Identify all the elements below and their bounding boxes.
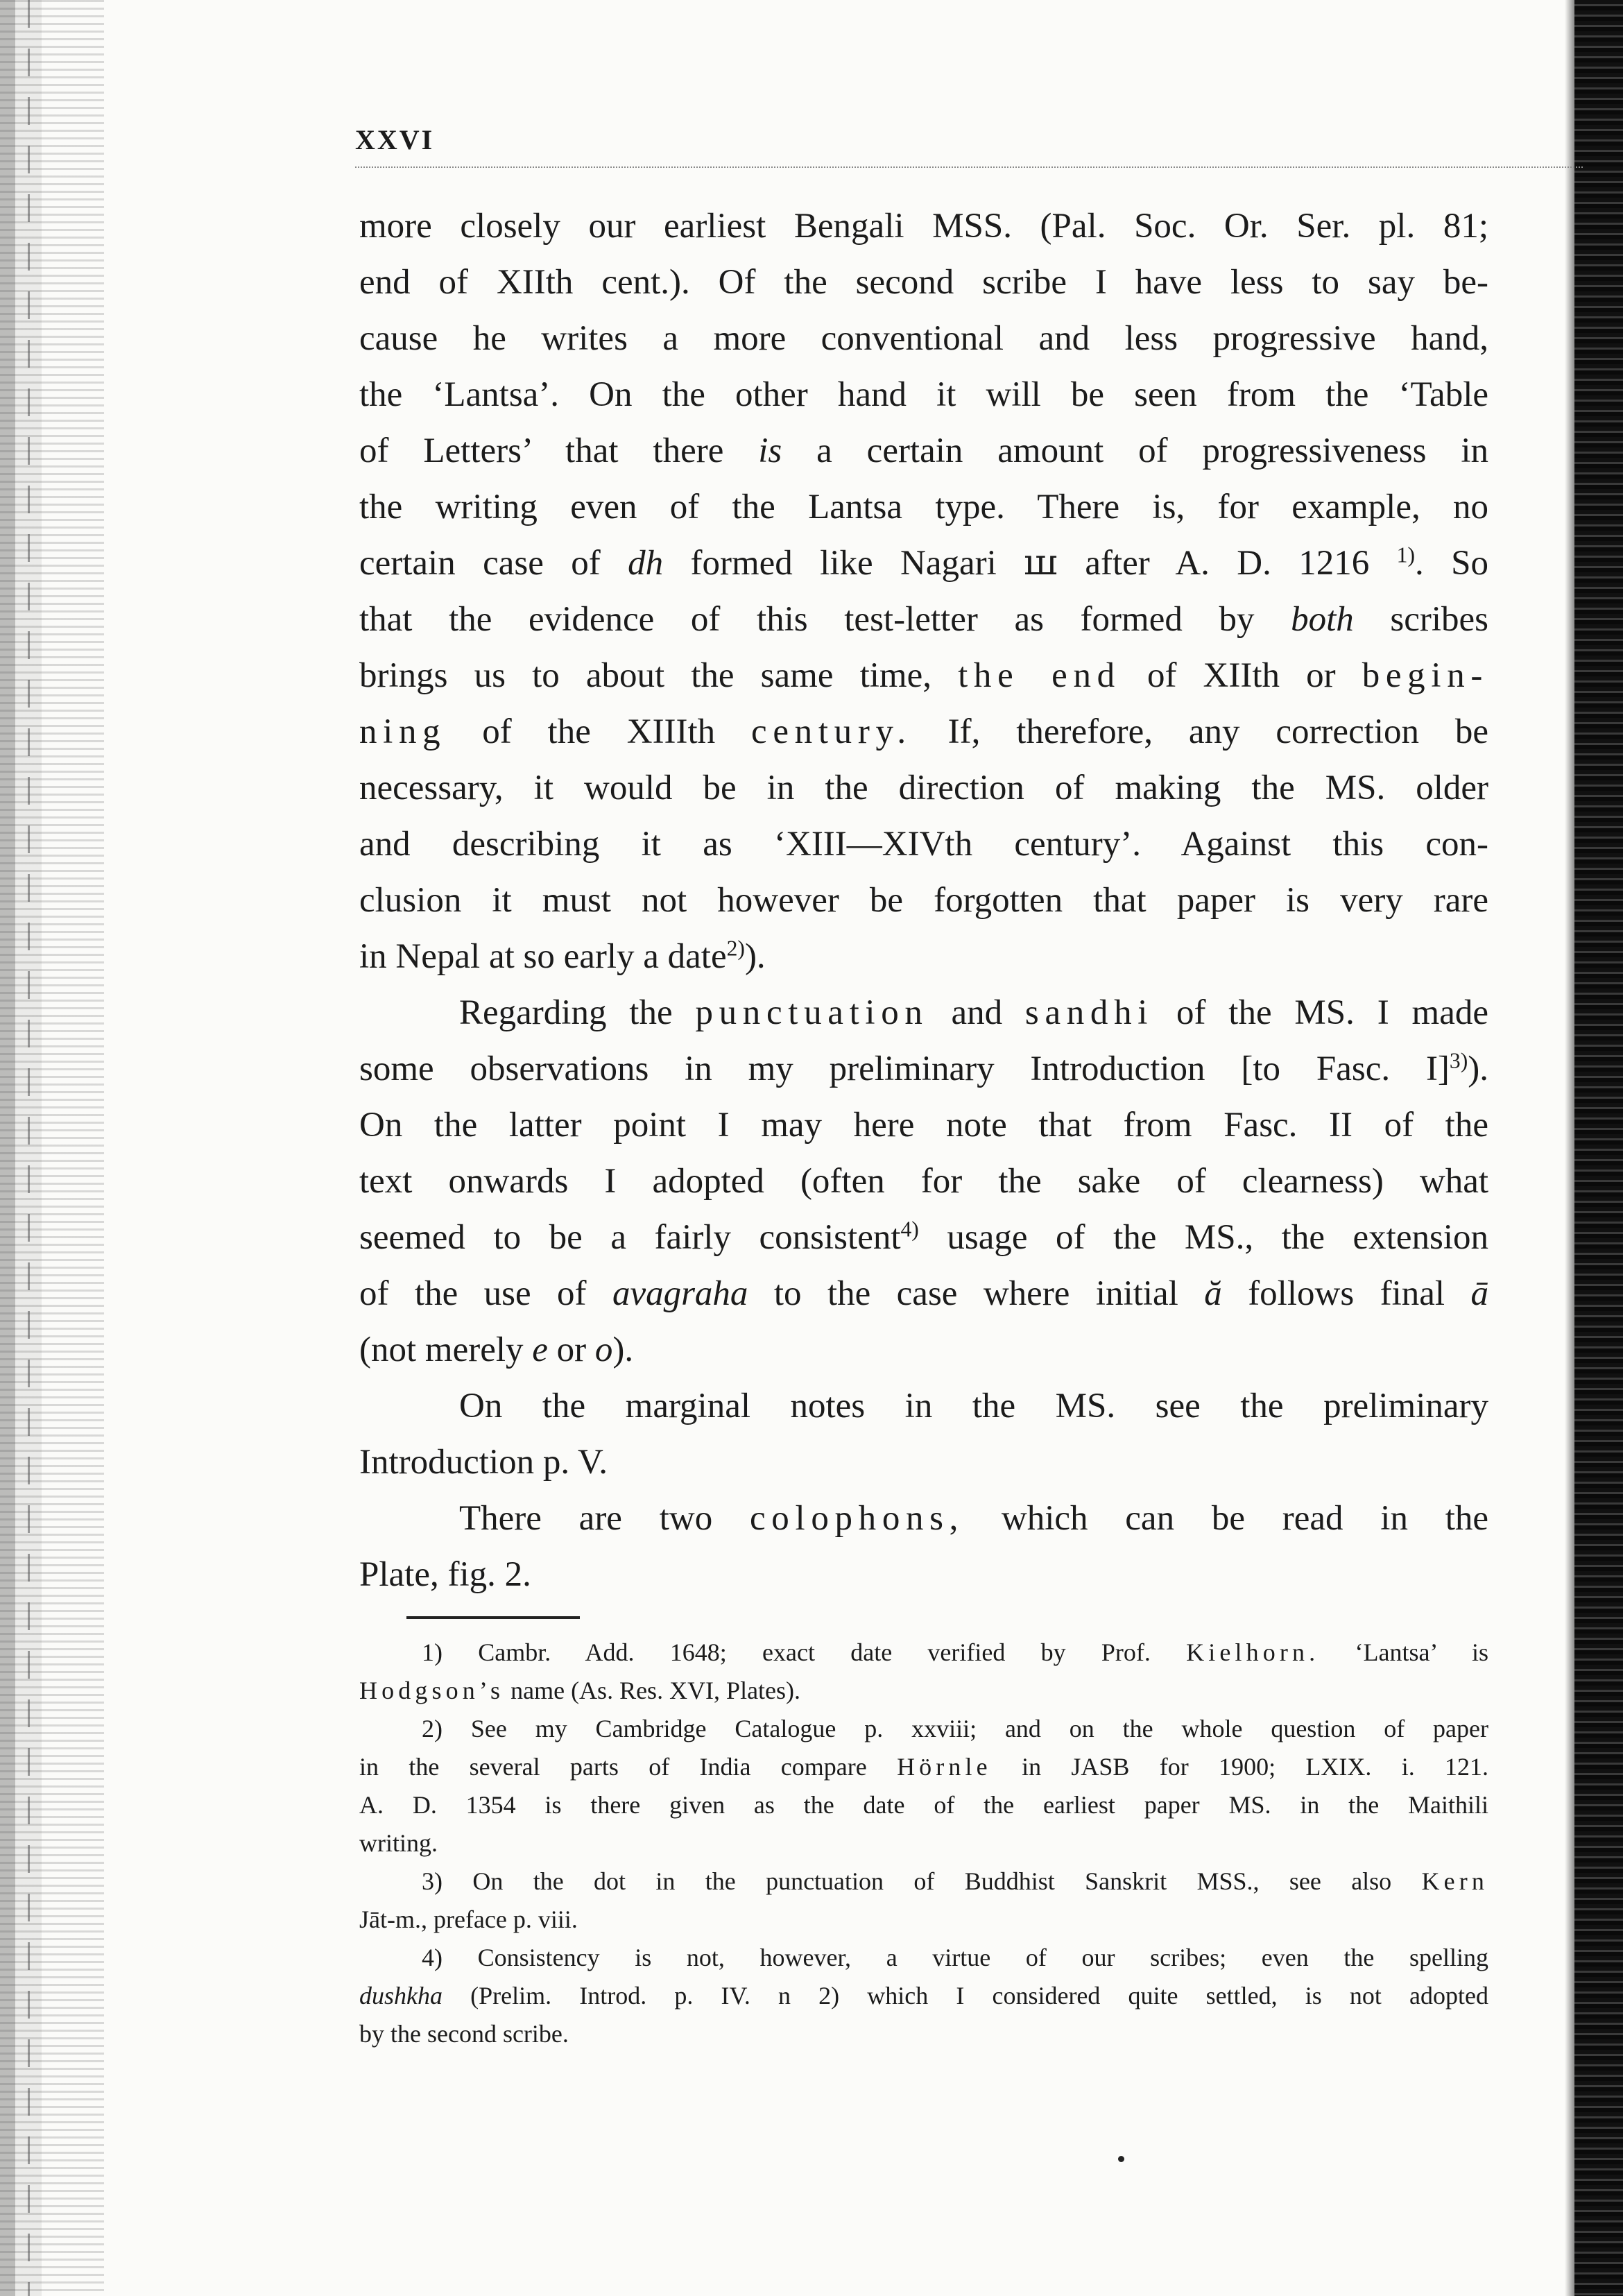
footnote-line: Hodgson’s name (As. Res. XVI, Plates).	[359, 1677, 801, 1704]
footnote-line: 3) On the dot in the punctuation of Buddhist Sanskrit MSS., see also Kern	[422, 1867, 1488, 1895]
text-line: more closely our earliest Bengali MSS. (Pal. Soc. Or. Ser. pl. 81;	[359, 207, 1488, 246]
scan-left-edge	[0, 0, 104, 2296]
body-text	[359, 198, 1488, 1603]
stray-ink-dot	[1118, 2156, 1124, 2162]
page-number: XXVI	[355, 124, 435, 155]
text-line: end of XIIth cent.). Of the second scribe I have less to say be-	[359, 263, 1488, 302]
footnote-line: in the several parts of India compare Hörnle in JASB for 1900; LXIX. i. 121.	[359, 1753, 1489, 1781]
text-line: necessary, it would be in the direction of making the MS. older	[359, 769, 1488, 807]
text-line: certain case of dh formed like Nagari ꟺ after A. D. 1216 $^{1)}$. So	[359, 542, 1489, 583]
text-line: and describing it as ‘XIII—XIVth century’. Against this con-	[359, 825, 1488, 864]
footnotes	[359, 1634, 1488, 2053]
text-line: that the evidence of this test-letter as formed by both scribes	[359, 600, 1488, 639]
footnote-line: Jāt-m., preface p. viii.	[359, 1905, 578, 1933]
scan-right-edge	[1574, 0, 1623, 2296]
text-line: text onwards I adopted (often for the sake of clearness) what	[359, 1162, 1488, 1201]
text-line: On the marginal notes in the MS. see the preliminary	[459, 1387, 1488, 1425]
text-line: of Letters’ that there is a certain amount of progressiveness in	[359, 431, 1489, 470]
text-line: There are two colophons, which can be read in the	[459, 1499, 1489, 1538]
text-line: seemed to be a fairly consistent$^{4)}$ usage of the MS., the extension	[359, 1217, 1488, 1257]
text-line: Plate, fig. 2.	[359, 1555, 531, 1594]
text-line: cause he writes a more conventional and less progressive hand,	[359, 319, 1488, 358]
text-line: in Nepal at so early a date$^{2)}$).	[359, 936, 766, 976]
text-line: brings us to about the same time, the end of XIIth or begin-	[359, 656, 1489, 695]
text-line: the writing even of the Lantsa type. There is, for example, no	[359, 488, 1488, 526]
header-rule	[355, 166, 1583, 168]
text-line: some observations in my preliminary Introduction [to Fasc. I]$^{3)}$).	[359, 1048, 1488, 1088]
text-line: ning of the XIIIth century. If, therefore, any correction be	[359, 712, 1489, 751]
text-line: clusion it must not however be forgotten that paper is very rare	[359, 881, 1488, 920]
text-line: On the latter point I may here note that from Fasc. II of the	[359, 1106, 1488, 1145]
footnote-line: writing.	[359, 1829, 438, 1857]
text-line: Introduction p. V.	[359, 1443, 608, 1482]
footnote-line: 2) See my Cambridge Catalogue p. xxviii; and on the whole question of paper	[422, 1715, 1488, 1742]
footnote-rule	[406, 1616, 580, 1619]
footnote-line: dushkha (Prelim. Introd. p. IV. n 2) which I considered quite settled, is not adopted	[359, 1982, 1489, 2010]
text-line: the ‘Lantsa’. On the other hand it will be seen from the ‘Table	[359, 375, 1488, 414]
text-line: of the use of avagraha to the case where initial ă follows final ā	[359, 1274, 1488, 1313]
footnote-line: by the second scribe.	[359, 2020, 569, 2048]
footnote-line: 4) Consistency is not, however, a virtue of our scribes; even the spelling	[422, 1944, 1488, 1971]
footnote-line: 1) Cambr. Add. 1648; exact date verified by Prof. Kielhorn. ‘Lantsa’ is	[422, 1638, 1489, 1666]
text-line: (not merely e or o).	[359, 1330, 634, 1369]
text-line: Regarding the punctuation and sandhi of the MS. I made	[459, 993, 1488, 1032]
footnote-line: A. D. 1354 is there given as the date of the earliest paper MS. in the Maithili	[359, 1791, 1488, 1819]
